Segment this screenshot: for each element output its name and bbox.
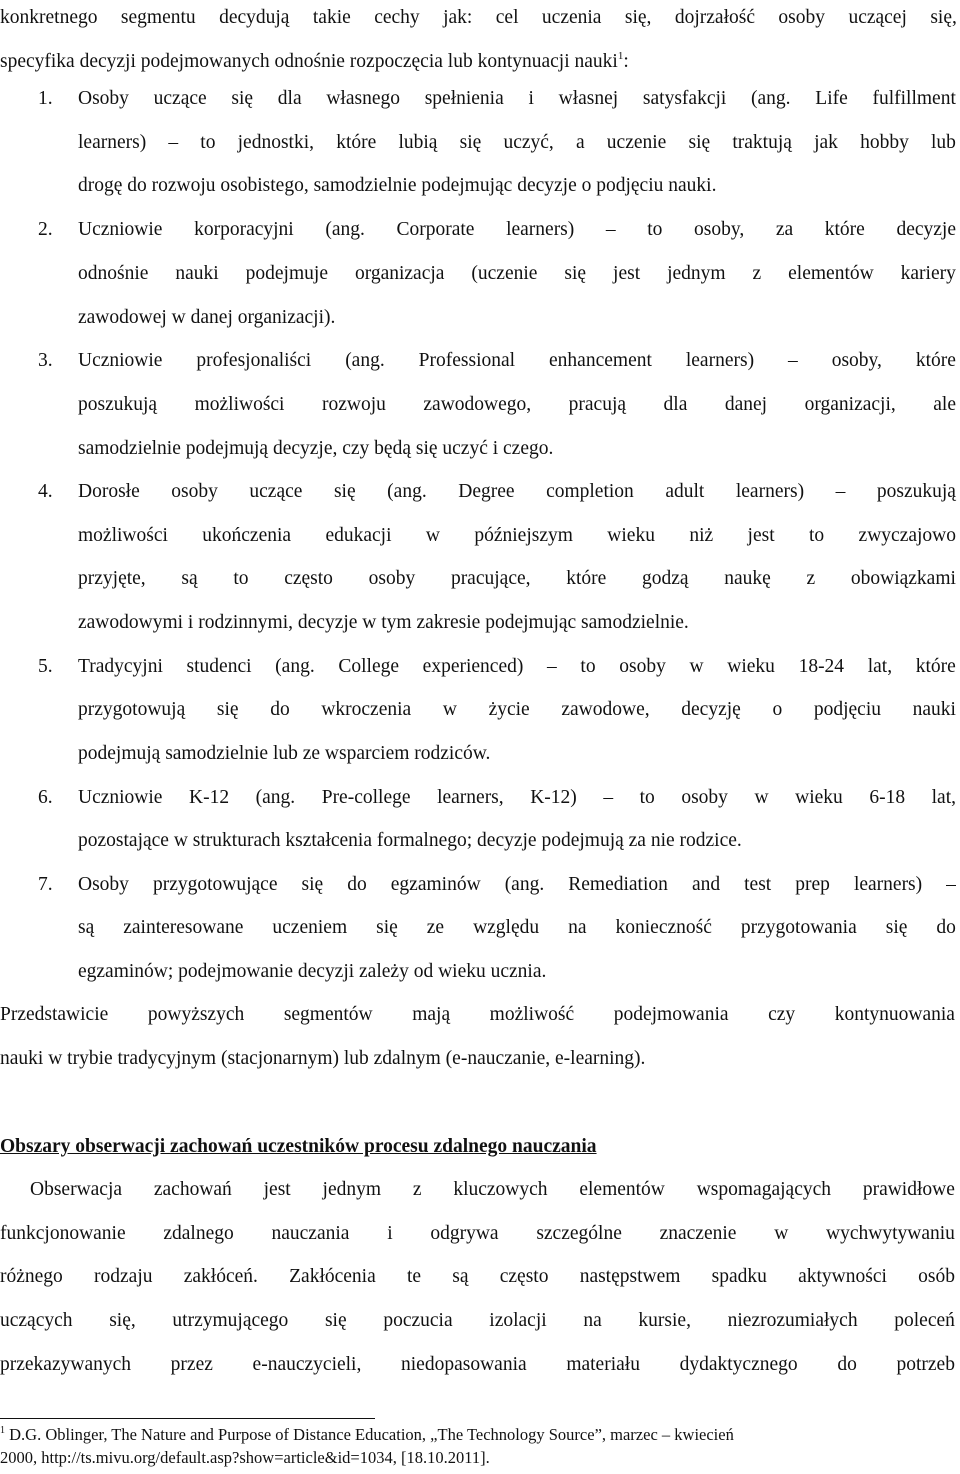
- word: zainteresowane: [123, 917, 244, 938]
- word: za: [775, 219, 794, 240]
- word: to: [647, 219, 663, 240]
- list-item-3-line-2: [78, 393, 956, 417]
- word: poleceń: [894, 1310, 955, 1331]
- list-item-7-line-2: [78, 916, 956, 940]
- word: uczące: [153, 88, 207, 109]
- intro-line-2: [0, 50, 629, 74]
- word: satysfakcji: [642, 88, 727, 109]
- word: materiału: [566, 1354, 640, 1375]
- word: jest: [747, 525, 775, 546]
- word: przez: [170, 1354, 213, 1375]
- word: osoby,: [831, 350, 882, 371]
- word: mają: [412, 1004, 451, 1025]
- word: z: [806, 568, 816, 589]
- word: jednostki,: [237, 132, 315, 153]
- word: się: [301, 874, 324, 895]
- word: znaczenie: [659, 1223, 737, 1244]
- list-item-1-line-1: [78, 87, 956, 111]
- word: możliwości: [194, 394, 285, 415]
- word: takie: [312, 7, 351, 28]
- word: późniejszym: [474, 525, 573, 546]
- word: które: [915, 656, 956, 677]
- word: College: [338, 656, 400, 677]
- word: z: [752, 263, 762, 284]
- word: Uczniowie: [78, 350, 163, 371]
- word: ukończenia: [202, 525, 292, 546]
- word: zawodowego,: [423, 394, 532, 415]
- list-item-6-line-2: pozostające w strukturach kształcenia formalnego; decyzje podejmują za nie rodzice.: [78, 830, 742, 851]
- word: i: [528, 88, 534, 109]
- word: zakłóceń.: [183, 1266, 258, 1287]
- word: rodzaju: [94, 1266, 153, 1287]
- footnote-line-1: [0, 1425, 957, 1445]
- word: K-12): [530, 787, 577, 808]
- word: Osoby: [78, 874, 129, 895]
- word: to: [580, 656, 596, 677]
- word: nauczania: [271, 1223, 350, 1244]
- word: pracują: [568, 394, 627, 415]
- word: się,: [109, 1310, 136, 1331]
- word: uczącej: [848, 7, 907, 28]
- intro-line-2-text: specyfika decyzji podejmowanych odnośnie rozpoczęcia lub kontynuacji nauki: [0, 51, 618, 72]
- word: względu: [473, 917, 540, 938]
- word: osoby: [368, 568, 416, 589]
- word: studenci: [186, 656, 252, 677]
- list-item-2-line-1: [78, 218, 956, 242]
- word: wieku: [607, 525, 655, 546]
- word: ze: [426, 917, 445, 938]
- word: cechy: [374, 7, 420, 28]
- word: learners): [78, 132, 147, 153]
- list-item-1-number: 1.: [38, 88, 53, 109]
- word: profesjonaliści: [196, 350, 312, 371]
- word: K-12: [189, 787, 230, 808]
- word: te: [406, 1266, 422, 1287]
- word: poczucia: [383, 1310, 453, 1331]
- word: –: [603, 787, 614, 808]
- word: odgrywa: [430, 1223, 499, 1244]
- word: obowiązkami: [850, 568, 956, 589]
- word: następstwem: [579, 1266, 681, 1287]
- intro-line-1: [0, 6, 957, 30]
- word: jak:: [443, 7, 473, 28]
- word: organizacja: [354, 263, 445, 284]
- word: traktują: [732, 132, 792, 153]
- word: –: [547, 656, 557, 677]
- word: zwyczajowo: [858, 525, 956, 546]
- word: learners): [735, 481, 805, 502]
- word: kontynuowania: [834, 1004, 955, 1025]
- list-item-5-number: 5.: [38, 656, 53, 677]
- word: są: [78, 917, 95, 938]
- word: lat,: [867, 656, 893, 677]
- word: często: [499, 1266, 549, 1287]
- word: elementów: [788, 263, 874, 284]
- word: (ang.: [345, 350, 385, 371]
- word: –: [788, 350, 798, 371]
- word: się: [564, 263, 587, 284]
- word: Tradycyjni: [78, 656, 163, 677]
- list-item-6-line-1: [78, 786, 956, 810]
- word: często: [284, 568, 333, 589]
- word: Corporate: [396, 219, 475, 240]
- summary-line-2: nauki w trybie tradycyjnym (stacjonarnym) lub zdalnym (e-nauczanie, e-learning).: [0, 1048, 646, 1069]
- list-item-6-number: 6.: [38, 787, 53, 808]
- word: funkcjonowanie: [0, 1223, 126, 1244]
- word: (ang.: [325, 219, 365, 240]
- word: spadku: [711, 1266, 767, 1287]
- word: możliwości: [78, 525, 168, 546]
- word: uczące: [249, 481, 303, 502]
- word: (ang.: [255, 787, 296, 808]
- footnote-citation: D.G. Oblinger, The Nature and Purpose of Distance Education, „The Technology Source”, marzec – kwiecień: [9, 1425, 734, 1444]
- word: –: [835, 481, 846, 502]
- word: Remediation: [568, 874, 668, 895]
- word: (ang.: [387, 481, 427, 502]
- section-line-4: [0, 1309, 955, 1333]
- word: elementów: [579, 1179, 665, 1200]
- word: organizacji,: [804, 394, 896, 415]
- word: dla: [277, 88, 302, 109]
- word: osoby: [619, 656, 666, 677]
- word: się: [688, 132, 711, 153]
- word: prep: [795, 874, 830, 895]
- word: zdalnego: [163, 1223, 234, 1244]
- list-item-5-line-1: [78, 655, 956, 679]
- footnote-number: 1: [0, 1425, 5, 1436]
- word: uczeniem: [272, 917, 348, 938]
- word: w: [442, 699, 457, 720]
- word: możliwość: [489, 1004, 575, 1025]
- word: się: [459, 132, 482, 153]
- word: (uczenie: [471, 263, 538, 284]
- word: to: [809, 525, 825, 546]
- word: potrzeb: [896, 1354, 955, 1375]
- word: własnej: [558, 88, 619, 109]
- footnote-line-1-text: [0, 1425, 734, 1445]
- word: przygotowujące: [152, 874, 278, 895]
- word: niż: [689, 525, 714, 546]
- list-item-4-line-4: zawodowymi i rodzinnymi, decyzje w tym zakresie podejmując samodzielnie.: [78, 612, 689, 633]
- word: przygotowania: [740, 917, 857, 938]
- list-item-3-line-1: [78, 349, 956, 373]
- word: Dorosłe: [78, 481, 140, 502]
- list-item-4-line-2: [78, 524, 956, 548]
- word: (ang.: [275, 656, 315, 677]
- word: są: [181, 568, 198, 589]
- word: izolacji: [489, 1310, 547, 1331]
- word: segmentów: [283, 1004, 373, 1025]
- word: 18-24: [798, 656, 845, 677]
- word: czy: [768, 1004, 796, 1025]
- list-item-5-line-3: podejmują samodzielnie lub ze wsparciem rodziców.: [78, 743, 491, 764]
- footnote-separator: [0, 1418, 375, 1419]
- list-item-5-line-2: [78, 698, 956, 722]
- word: różnego: [0, 1266, 63, 1287]
- word: w: [689, 656, 704, 677]
- section-line-2: [0, 1222, 955, 1246]
- word: do: [837, 1354, 857, 1375]
- word: pracujące,: [450, 568, 531, 589]
- section-line-3: [0, 1265, 955, 1289]
- word: uczenia: [541, 7, 602, 28]
- list-item-7-line-3: egzaminów; podejmowanie decyzji zależy od wieku ucznia.: [78, 961, 547, 982]
- word: adult: [665, 481, 705, 502]
- word: cel: [495, 7, 519, 28]
- word: na: [583, 1310, 602, 1331]
- list-item-7-number: 7.: [38, 874, 53, 895]
- word: and: [691, 874, 721, 895]
- list-item-4-line-1: [78, 480, 956, 504]
- word: które: [915, 350, 956, 371]
- word: learners,: [437, 787, 504, 808]
- section-heading: Obszary obserwacji zachowań uczestników procesu zdalnego nauczania: [0, 1136, 597, 1157]
- word: wieku: [795, 787, 843, 808]
- word: lat,: [931, 787, 956, 808]
- word: się,: [930, 7, 957, 28]
- word: osoby: [681, 787, 728, 808]
- word: się: [231, 88, 254, 109]
- list-item-3-line-3: samodzielnie podejmują decyzje, czy będą się uczyć i czego.: [78, 438, 554, 459]
- word: spełnienia: [424, 88, 504, 109]
- word: jednym: [667, 263, 726, 284]
- word: (ang.: [751, 88, 791, 109]
- word: experienced): [422, 656, 524, 677]
- word: przyjęte,: [78, 568, 146, 589]
- word: dydaktycznego: [679, 1354, 798, 1375]
- word: (ang.: [504, 874, 545, 895]
- word: rozwoju: [321, 394, 386, 415]
- word: test: [744, 874, 772, 895]
- word: danej: [724, 394, 768, 415]
- word: się: [216, 699, 239, 720]
- word: i: [387, 1223, 393, 1244]
- list-item-2-number: 2.: [38, 219, 53, 240]
- word: przekazywanych: [0, 1354, 132, 1375]
- word: learners): [506, 219, 575, 240]
- word: decyzje: [896, 219, 956, 240]
- list-item-1-line-3: drogę do rozwoju osobistego, samodzielnie podejmując decyzje o podjęciu nauki.: [78, 175, 717, 196]
- word: –: [605, 219, 616, 240]
- word: jak: [814, 132, 838, 153]
- word: konkretnego: [0, 7, 98, 28]
- footnote-line-2: 2000, http://ts.mivu.org/default.asp?show=article&id=1034, [18.10.2011].: [0, 1448, 490, 1467]
- word: Professional: [418, 350, 516, 371]
- word: lub: [931, 132, 956, 153]
- word: nauki: [175, 263, 219, 284]
- word: się,: [624, 7, 652, 28]
- word: się: [885, 917, 908, 938]
- word: dojrzałość: [674, 7, 755, 28]
- word: Obserwacja: [30, 1179, 123, 1200]
- word: to: [200, 132, 216, 153]
- word: Degree: [458, 481, 515, 502]
- word: fulfillment: [872, 88, 956, 109]
- word: są: [452, 1266, 469, 1287]
- word: utrzymującego: [172, 1310, 289, 1331]
- word: aktywności: [798, 1266, 887, 1287]
- word: na: [568, 917, 587, 938]
- word: korporacyjni: [194, 219, 294, 240]
- word: 6-18: [869, 787, 906, 808]
- word: –: [946, 874, 956, 895]
- word: Life: [815, 88, 848, 109]
- word: konieczność: [615, 917, 712, 938]
- word: się: [376, 917, 398, 938]
- word: własnego: [326, 88, 400, 109]
- word: do: [936, 917, 956, 938]
- word: Przedstawicie: [0, 1004, 109, 1025]
- word: z: [412, 1179, 422, 1200]
- list-item-4-line-3: [78, 567, 956, 591]
- word: completion: [546, 481, 634, 502]
- word: nauki: [912, 699, 956, 720]
- list-item-1-line-2: [78, 131, 956, 155]
- word: do: [270, 699, 290, 720]
- word: Uczniowie: [78, 787, 163, 808]
- word: learners): [685, 350, 755, 371]
- word: podejmowania: [613, 1004, 729, 1025]
- word: odnośnie: [78, 263, 149, 284]
- word: jest: [263, 1179, 291, 1200]
- word: godzą: [641, 568, 689, 589]
- word: kariery: [900, 263, 956, 284]
- list-item-4-number: 4.: [38, 481, 53, 502]
- word: prawidłowe: [862, 1179, 955, 1200]
- footnote-reference: 1: [617, 50, 624, 62]
- word: osoby: [778, 7, 826, 28]
- word: podjęciu: [813, 699, 881, 720]
- word: powyższych: [147, 1004, 245, 1025]
- section-line-1: [30, 1178, 955, 1202]
- word: edukacji: [325, 525, 392, 546]
- word: uczących: [0, 1310, 73, 1331]
- word: się: [324, 1310, 347, 1331]
- word: zawodowe,: [561, 699, 650, 720]
- word: jednym: [322, 1179, 382, 1200]
- word: decydują: [219, 7, 290, 28]
- word: kursie,: [638, 1310, 691, 1331]
- word: które: [336, 132, 377, 153]
- word: które: [566, 568, 607, 589]
- word: lubią: [398, 132, 438, 153]
- word: w: [425, 525, 440, 546]
- word: niezrozumiałych: [727, 1310, 858, 1331]
- word: e-nauczycieli,: [252, 1354, 362, 1375]
- list-item-2-line-2: [78, 262, 956, 286]
- word: się: [333, 481, 356, 502]
- word: egzaminów: [390, 874, 481, 895]
- word: życie: [488, 699, 530, 720]
- word: wspomagających: [696, 1179, 832, 1200]
- word: learners): [853, 874, 923, 895]
- word: ale: [933, 394, 956, 415]
- word: osoby: [171, 481, 218, 502]
- intro-line-2-end: :: [623, 51, 629, 72]
- section-line-5: [0, 1353, 955, 1377]
- word: naukę: [724, 568, 771, 589]
- word: uczyć,: [503, 132, 554, 153]
- word: przygotowują: [78, 699, 186, 720]
- word: zachowań: [153, 1179, 232, 1200]
- word: decyzję: [681, 699, 741, 720]
- word: Zakłócenia: [289, 1266, 376, 1287]
- word: a: [575, 132, 585, 153]
- word: w: [754, 787, 769, 808]
- word: osób: [918, 1266, 955, 1287]
- word: wieku: [727, 656, 775, 677]
- word: –: [168, 132, 179, 153]
- list-item-3-number: 3.: [38, 350, 53, 371]
- word: to: [233, 568, 249, 589]
- word: Osoby: [78, 88, 129, 109]
- word: o: [772, 699, 783, 720]
- word: do: [347, 874, 367, 895]
- word: dla: [663, 394, 688, 415]
- word: hobby: [860, 132, 909, 153]
- word: to: [639, 787, 655, 808]
- list-item-7-line-1: [78, 873, 956, 897]
- word: kluczowych: [453, 1179, 548, 1200]
- word: szczególne: [536, 1223, 622, 1244]
- word: w: [774, 1223, 789, 1244]
- word: niedopasowania: [401, 1354, 527, 1375]
- word: osoby,: [694, 219, 745, 240]
- word: enhancement: [549, 350, 652, 371]
- summary-line-1: [0, 1003, 955, 1027]
- list-item-2-line-3: zawodowej w danej organizacji).: [78, 307, 336, 328]
- word: Uczniowie: [78, 219, 163, 240]
- word: segmentu: [120, 7, 196, 28]
- word: uczenie: [606, 132, 667, 153]
- word: jest: [613, 263, 641, 284]
- word: wychwytywaniu: [826, 1223, 955, 1244]
- word: które: [824, 219, 865, 240]
- word: Pre-college: [321, 787, 411, 808]
- word: wkroczenia: [321, 699, 412, 720]
- word: podejmuje: [245, 263, 328, 284]
- word: poszukują: [876, 481, 956, 502]
- word: poszukują: [78, 394, 158, 415]
